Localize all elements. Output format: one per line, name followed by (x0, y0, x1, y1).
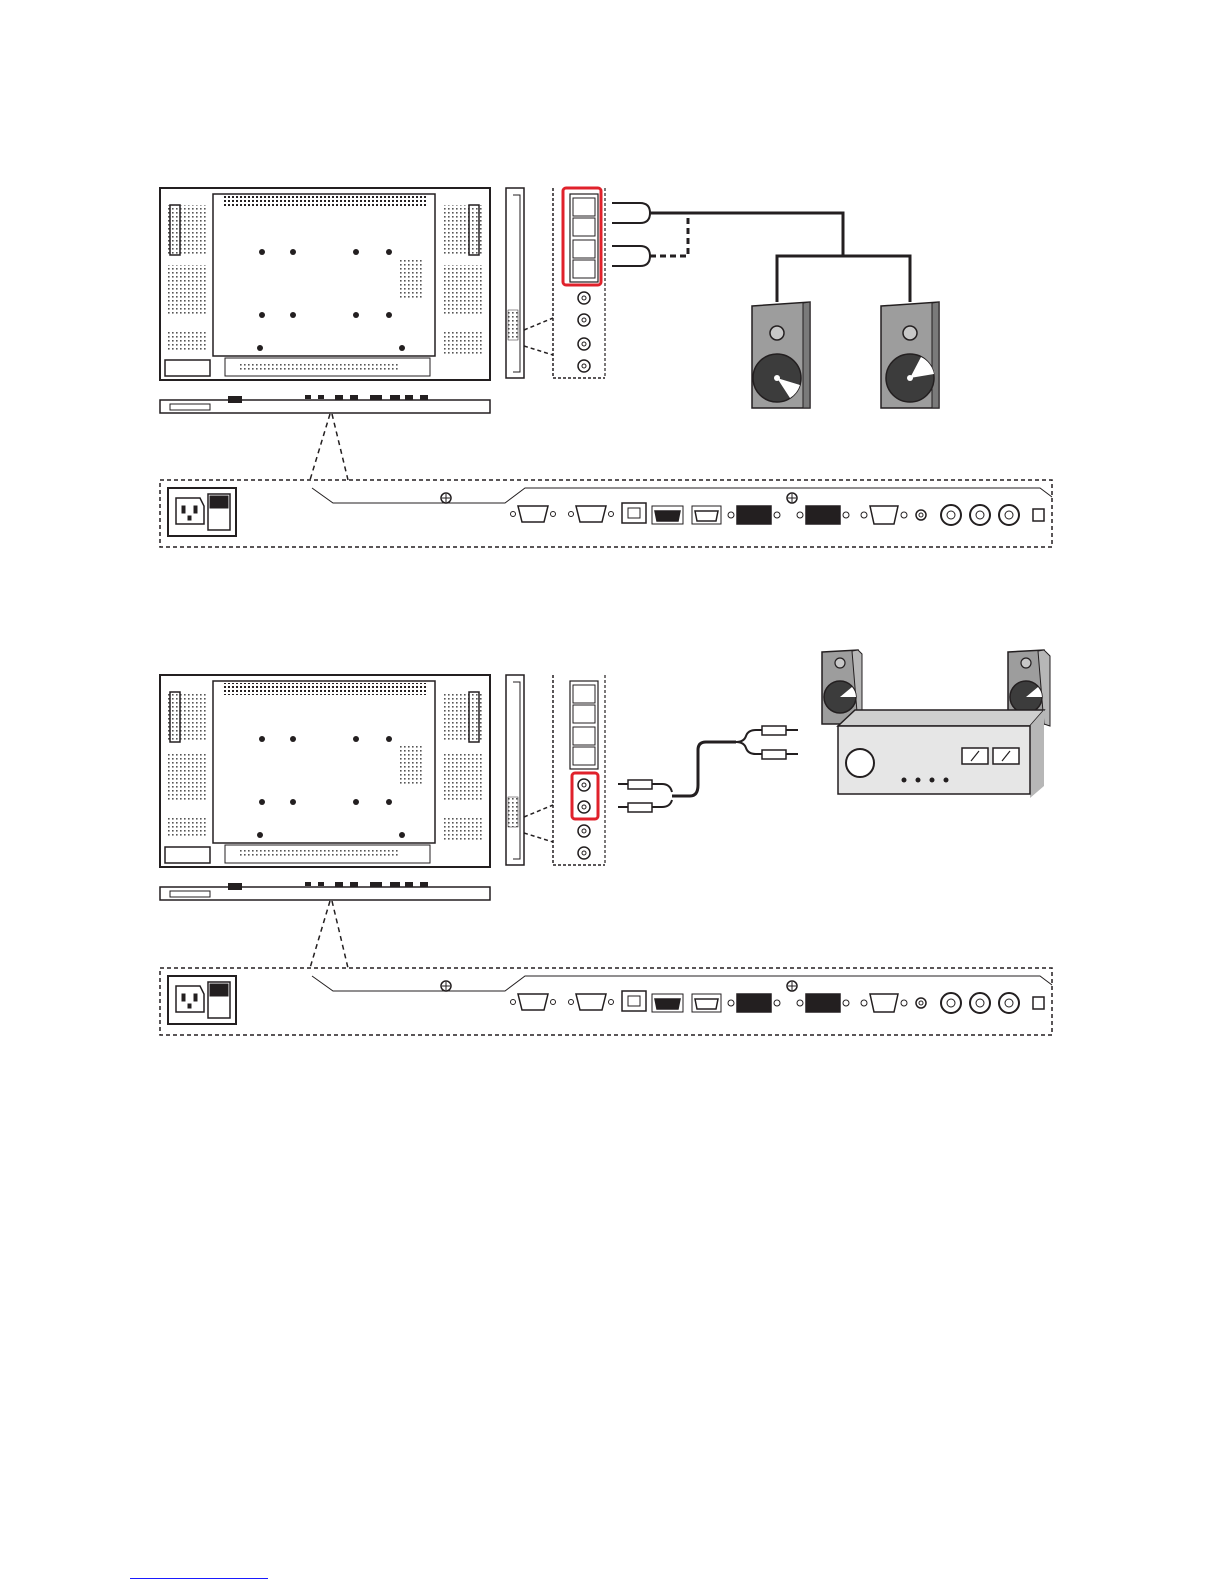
display-rear-icon (160, 188, 490, 413)
speaker-icon (752, 302, 810, 408)
amplifier-icon (822, 650, 1050, 798)
zoom-callout (310, 901, 348, 968)
display-side-icon (506, 188, 524, 378)
audio-out-rca-jacks-highlight (572, 773, 598, 819)
diagram-external-speakers (0, 0, 1225, 590)
display-side-icon (506, 675, 524, 865)
zoom-callout (310, 414, 348, 480)
rca-cable-icon (618, 726, 798, 812)
footer-link-rule (130, 1578, 268, 1579)
side-terminal-strip (524, 675, 605, 865)
display-rear-icon (160, 675, 490, 900)
speaker-icon (881, 302, 939, 408)
io-panel-icon (160, 480, 1052, 547)
speaker-wires (612, 203, 910, 302)
diagram-external-audio-amplifier (0, 630, 1225, 1050)
io-panel-icon (160, 968, 1052, 1035)
